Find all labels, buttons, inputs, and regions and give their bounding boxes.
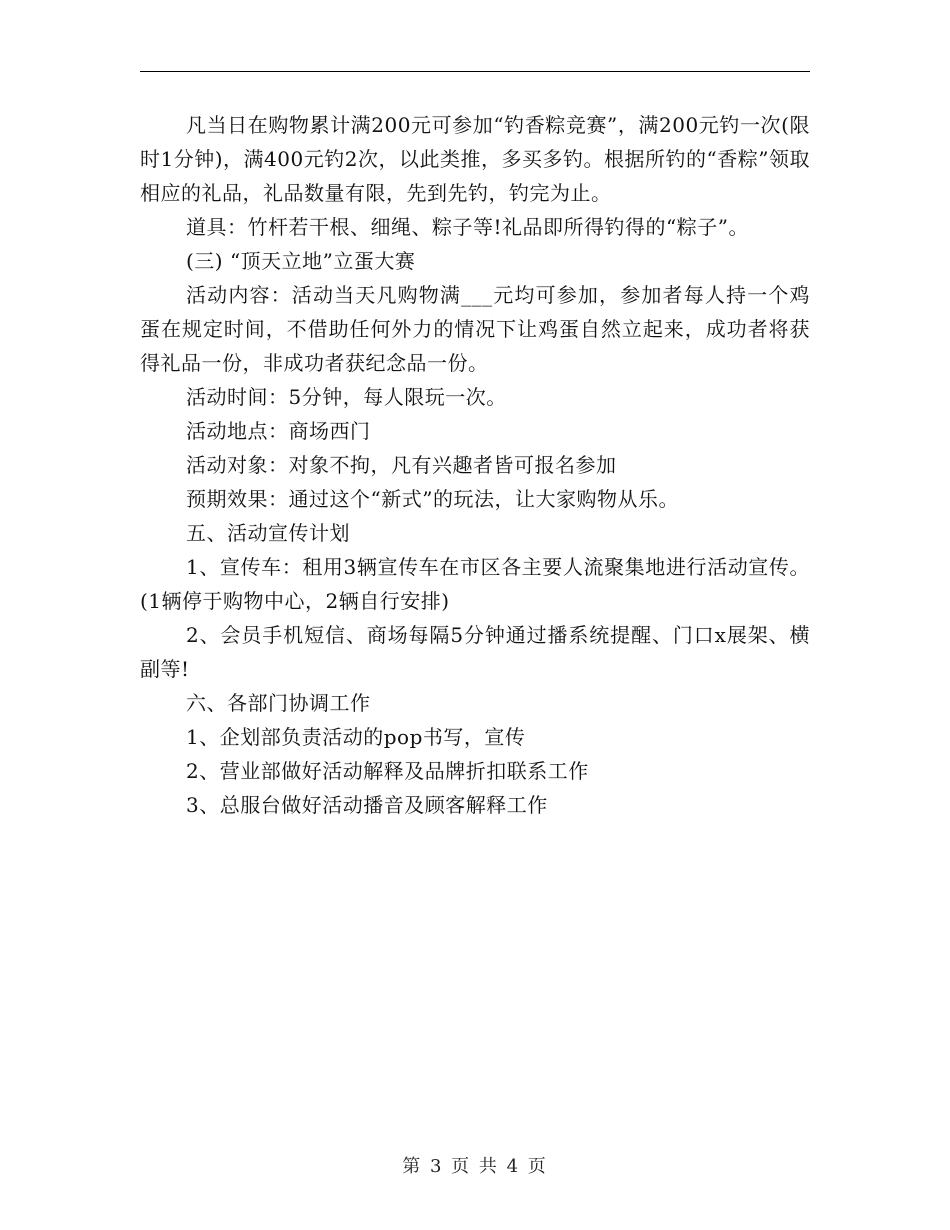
paragraph-promotion-sms: 2、会员手机短信、商场每隔5分钟通过播系统提醒、门口x展架、横副等! <box>140 623 810 681</box>
paragraph-expected-effect: 预期效果：通过这个“新式”的玩法，让大家购物从乐。 <box>186 487 679 511</box>
paragraph-props: 道具：竹杆若干根、细绳、粽子等!礼品即所得钓得的“粽子”。 <box>186 215 749 239</box>
paragraph-promotion-vehicles: 1、宣传车：租用3辆宣传车在市区各主要人流聚集地进行活动宣传。(1辆停于购物中心，2辆自行安排) <box>140 555 810 613</box>
paragraph-egg-contest-heading: (三) “顶天立地”立蛋大赛 <box>186 249 416 273</box>
page-number-footer: 第 3 页 共 4 页 <box>402 1156 548 1177</box>
paragraph-sales-dept: 2、营业部做好活动解释及品牌折扣联系工作 <box>186 759 589 783</box>
document-body <box>140 108 810 822</box>
paragraph-service-desk: 3、总服台做好活动播音及顾客解释工作 <box>186 793 548 817</box>
paragraph-activity-time: 活动时间：5分钟，每人限玩一次。 <box>186 385 507 409</box>
paragraph-fishing-contest-rules: 凡当日在购物累计满200元可参加“钓香粽竞赛”，满200元钓一次(限时1分钟)，满400元钓2次，以此类推，多买多钓。根据所钓的“香粽”领取相应的礼品，礼品数量有限，先到先钓，钓完为止。 <box>140 113 810 205</box>
paragraph-planning-dept: 1、企划部负责活动的pop书写，宣传 <box>186 725 526 749</box>
header-rule <box>140 71 810 72</box>
section-heading-promotion-plan: 五、活动宣传计划 <box>186 521 350 545</box>
paragraph-activity-content: 活动内容：活动当天凡购物满___元均可参加，参加者每人持一个鸡蛋在规定时间，不借助任何外力的情况下让鸡蛋自然立起来，成功者将获得礼品一份，非成功者获纪念品一份。 <box>140 283 810 375</box>
paragraph-activity-audience: 活动对象：对象不拘，凡有兴趣者皆可报名参加 <box>186 453 617 477</box>
section-heading-department-coordination: 六、各部门协调工作 <box>186 691 371 715</box>
paragraph-activity-location: 活动地点：商场西门 <box>186 419 371 443</box>
